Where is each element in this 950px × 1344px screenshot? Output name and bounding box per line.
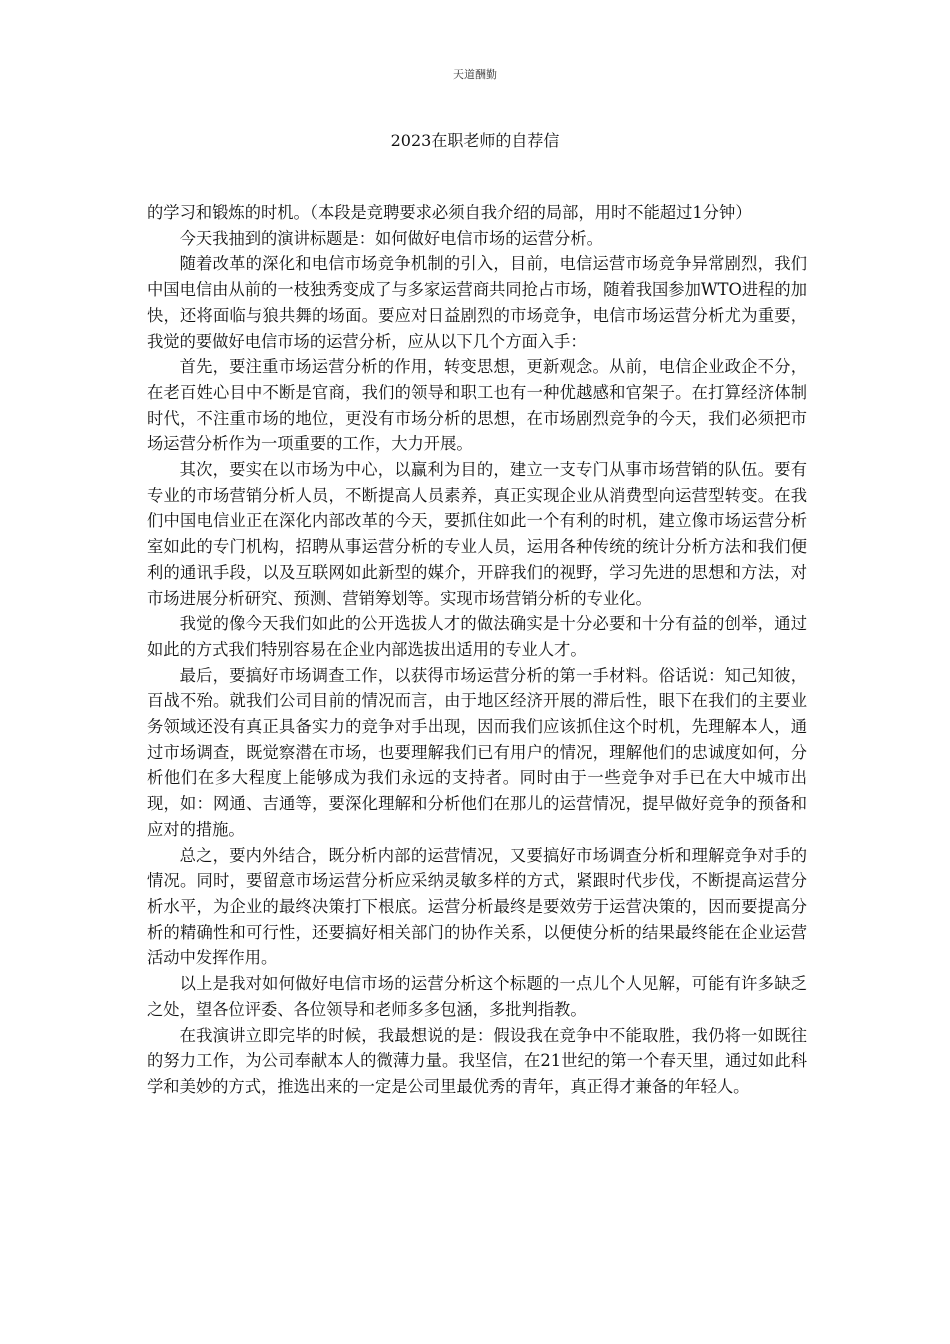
paragraph: 我觉的像今天我们如此的公开选拔人才的做法确实是十分必要和十分有益的创举，通过如此的方式我们特别容易在企业内部选拔出适用的专业人才。 [147,614,807,659]
paragraph: 随着改革的深化和电信市场竞争机制的引入，目前，电信运营市场竞争异常剧烈，我们中国电信由从前的一枝独秀变成了与多家运营商共同抢占市场，随着我国参加WTO进程的加快，还将面临与狼共舞的场面。要应对日益剧烈的市场竞争，电信市场运营分析尤为重要，我觉的要做好电信市场的运营分析，应从以下几个方面入手： [147,254,807,351]
paragraph-continuation: 的学习和锻炼的时机。（本段是竞聘要求必须自我介绍的局部，用时不能超过1分钟） [147,203,752,222]
paragraph: 以上是我对如何做好电信市场的运营分析这个标题的一点儿个人见解，可能有许多缺乏之处，望各位评委、各位领导和老师多多包涵，多批判指教。 [147,974,807,1019]
page-header: 天道酬勤 [453,68,497,81]
document-title: 2023在职老师的自荐信 [390,131,560,150]
paragraph: 在我演讲立即完毕的时候，我最想说的是：假设我在竞争中不能取胜，我仍将一如既往的努力工作，为公司奉献本人的微薄力量。我坚信，在21世纪的第一个春天里，通过如此科学和美妙的方式，推选出来的一定是公司里最优秀的青年，真正得才兼备的年轻人。 [147,1025,807,1096]
paragraph: 今天我抽到的演讲标题是：如何做好电信市场的运营分析。 [179,228,603,248]
paragraph: 其次，要实在以市场为中心，以赢利为目的，建立一支专门从事市场营销的队伍。要有专业的市场营销分析人员，不断提高人员素养，真正实现企业从消费型向运营型转变。在我们中国电信业正在深化内部改革的今天，要抓住如此一个有利的时机，建立像市场运营分析室如此的专门机构，招聘从事运营分析的专业人员，运用各种传统的统计分析方法和我们便利的通讯手段，以及互联网如此新型的媒介，开辟我们的视野，学习先进的思想和方法，对市场进展分析研究、预测、营销筹划等。实现市场营销分析的专业化。 [147,460,807,608]
paragraph: 首先，要注重市场运营分析的作用，转变思想，更新观念。从前，电信企业政企不分，在老百姓心目中不断是官商，我们的领导和职工也有一种优越感和官架子。在打算经济体制时代，不注重市场的地位，更没有市场分析的思想，在市场剧烈竞争的今天，我们必须把市场运营分析作为一项重要的工作，大力开展。 [147,357,807,454]
document-body [147,200,807,1100]
paragraph: 总之，要内外结合，既分析内部的运营情况，又要搞好市场调查分析和理解竞争对手的情况。同时，要留意市场运营分析应采纳灵敏多样的方式，紧跟时代步伐，不断提高运营分析水平，为企业的最终决策打下根底。运营分析最终是要效劳于运营决策的，因而要提高分析的精确性和可行性，还要搞好相关部门的协作关系，以便使分析的结果最终能在企业运营活动中发挥作用。 [147,845,807,968]
paragraph: 最后，要搞好市场调查工作，以获得市场运营分析的第一手材料。俗话说：知己知彼，百战不殆。就我们公司目前的情况而言，由于地区经济开展的滞后性，眼下在我们的主要业务领域还没有真正具备实力的竞争对手出现，因而我们应该抓住这个时机，先理解本人，通过市场调查，既觉察潜在市场，也要理解我们已有用户的情况，理解他们的忠诚度如何，分析他们在多大程度上能够成为我们永远的支持者。同时由于一些竞争对手已在大中城市出现，如：网通、吉通等，要深化理解和分析他们在那儿的运营情况，提早做好竞争的预备和应对的措施。 [147,665,807,839]
